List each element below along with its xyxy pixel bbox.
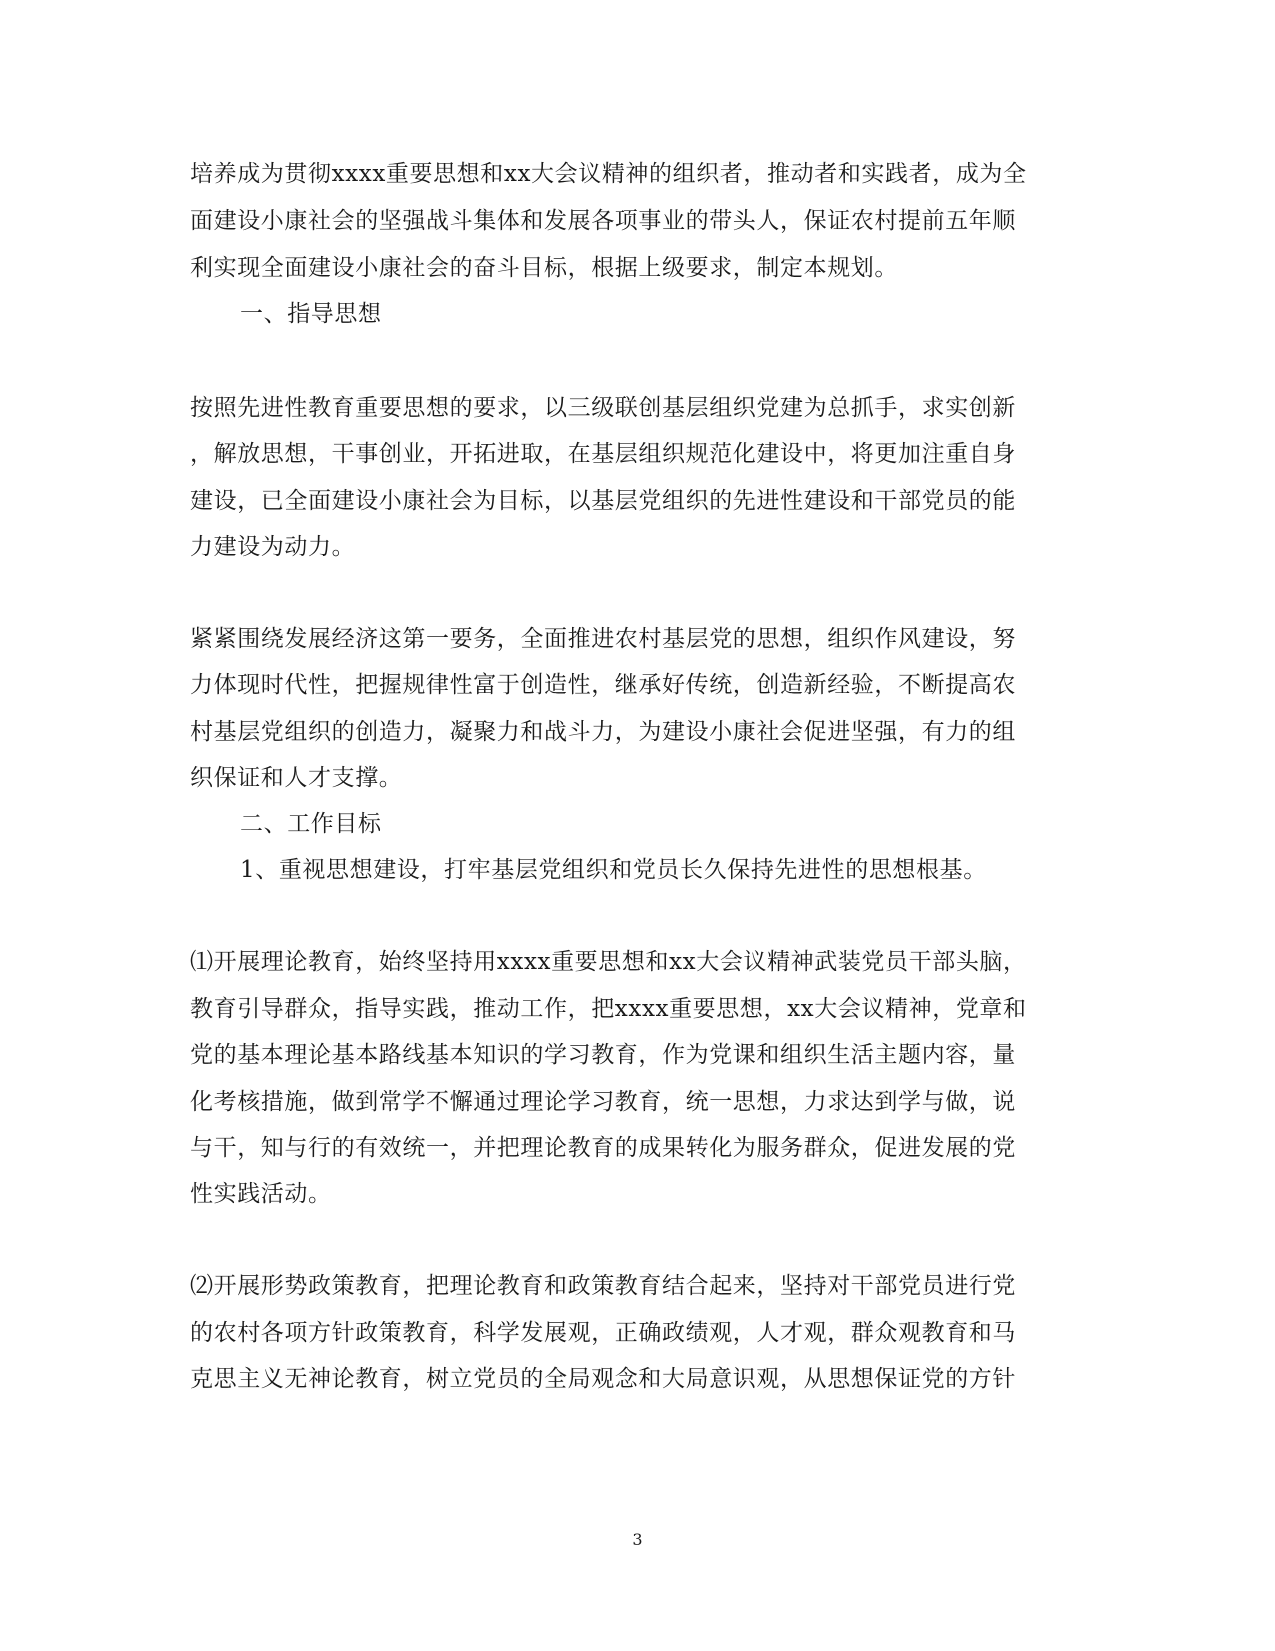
body-text-line: 面建设小康社会的坚强战斗集体和发展各项事业的带头人，保证农村提前五年顺	[190, 208, 1016, 234]
body-text-line: 力建设为动力。	[190, 534, 356, 560]
subsection-heading: 1、重视思想建设，打牢基层党组织和党员长久保持先进性的思想根基。	[240, 857, 987, 883]
body-text-line: ，解放思想，干事创业，开拓进取，在基层组织规范化建设中，将更加注重自身	[190, 441, 1016, 467]
body-text-line: 建设，已全面建设小康社会为目标，以基层党组织的先进性建设和干部党员的能	[190, 488, 1016, 514]
body-text-line: 村基层党组织的创造力，凝聚力和战斗力，为建设小康社会促进坚强，有力的组	[190, 719, 1016, 745]
body-text-line: ⑴开展理论教育，始终坚持用xxxx重要思想和xx大会议精神武装党员干部头脑，	[190, 949, 1027, 975]
body-text-line: 党的基本理论基本路线基本知识的学习教育，作为党课和组织生活主题内容，量	[190, 1042, 1016, 1068]
body-text-line: ⑵开展形势政策教育，把理论教育和政策教育结合起来，坚持对干部党员进行党	[190, 1273, 1016, 1299]
body-text-line: 力体现时代性，把握规律性富于创造性，继承好传统，创造新经验，不断提高农	[190, 672, 1016, 698]
body-text-line: 按照先进性教育重要思想的要求，以三级联创基层组织党建为总抓手，求实创新	[190, 395, 1016, 421]
section-heading: 一、指导思想	[240, 301, 382, 327]
body-text-line: 教育引导群众，指导实践，推动工作，把xxxx重要思想，xx大会议精神，党章和	[190, 996, 1027, 1022]
section-heading: 二、工作目标	[240, 811, 382, 837]
body-text-line: 利实现全面建设小康社会的奋斗目标，根据上级要求，制定本规划。	[190, 255, 898, 281]
body-text-line: 织保证和人才支撑。	[190, 765, 403, 791]
body-text-line: 与干，知与行的有效统一，并把理论教育的成果转化为服务群众，促进发展的党	[190, 1135, 1016, 1161]
body-text-line: 的农村各项方针政策教育，科学发展观，正确政绩观，人才观，群众观教育和马	[190, 1320, 1016, 1346]
body-text-line: 化考核措施，做到常学不懈通过理论学习教育，统一思想，力求达到学与做，说	[190, 1089, 1016, 1115]
body-text-line: 培养成为贯彻xxxx重要思想和xx大会议精神的组织者，推动者和实践者，成为全	[190, 161, 1027, 187]
body-text-line: 克思主义无神论教育，树立党员的全局观念和大局意识观，从思想保证党的方针	[190, 1366, 1016, 1392]
body-text-line: 紧紧围绕发展经济这第一要务，全面推进农村基层党的思想，组织作风建设，努	[190, 626, 1016, 652]
page-number: 3	[632, 1530, 643, 1549]
body-text-line: 性实践活动。	[190, 1181, 332, 1207]
